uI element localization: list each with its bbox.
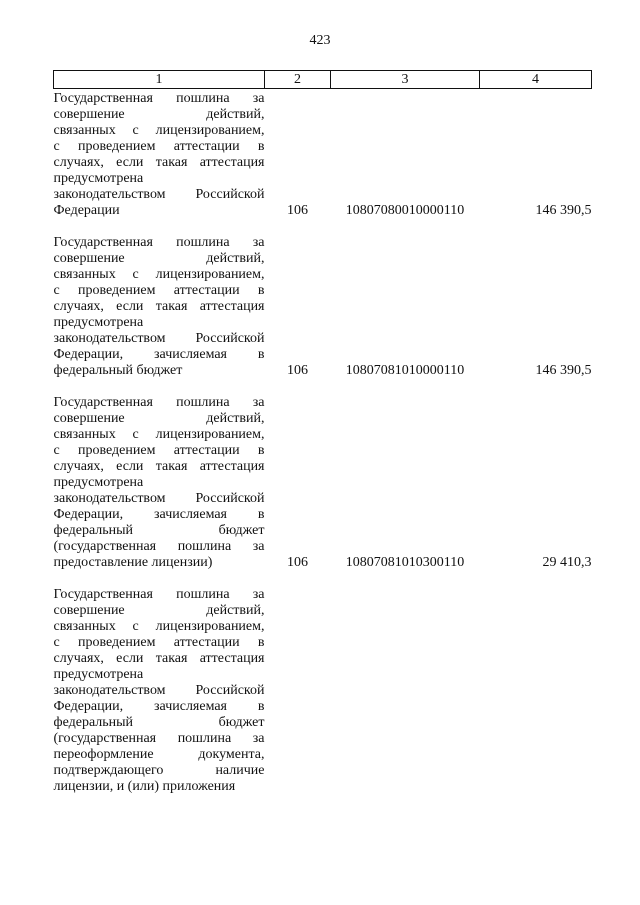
description-line: связанных с лицензированием, [53, 427, 265, 442]
table-row [54, 89, 592, 236]
page-number: 423 [309, 33, 331, 48]
description-line: законодательством Российской [53, 491, 265, 506]
description-line: Государственная пошлина за [53, 587, 265, 602]
description-line: Государственная пошлина за [53, 235, 265, 250]
description-line: федеральный бюджет [53, 523, 265, 538]
row-description [54, 395, 265, 587]
description-line: Государственная пошлина за [53, 91, 265, 106]
row-admin-code: 106 [287, 203, 308, 218]
description-line: предусмотрена [53, 315, 144, 330]
row-admin-code: 106 [287, 363, 308, 378]
column-header-1: 1 [54, 71, 265, 89]
description-line: Федерации, зачисляемая в [53, 507, 265, 522]
description-line: законодательством Российской [53, 187, 265, 202]
budget-table [53, 70, 592, 795]
description-line: связанных с лицензированием, [53, 619, 265, 634]
table-row [54, 395, 592, 587]
column-header-4: 4 [480, 71, 592, 89]
description-line: предусмотрена [53, 667, 144, 682]
description-line: предусмотрена [53, 475, 144, 490]
description-line: с проведением аттестации в [53, 443, 265, 458]
description-line: предоставление лицензии) [53, 555, 213, 570]
description-line: с проведением аттестации в [53, 635, 265, 650]
row-amount: 29 410,3 [542, 555, 592, 570]
description-line: случаях, если такая аттестация [53, 155, 265, 170]
header-row [54, 71, 592, 89]
row-amount [480, 587, 592, 795]
description-line: совершение действий, [53, 411, 265, 426]
description-line: совершение действий, [53, 603, 265, 618]
description-line: подтверждающего наличие [53, 763, 265, 778]
description-line: (государственная пошлина за [53, 539, 265, 554]
description-line: Федерации, зачисляемая в [53, 347, 265, 362]
row-kbk-code: 10807081010000110 [345, 363, 465, 378]
description-line: (государственная пошлина за [53, 731, 265, 746]
description-line: связанных с лицензированием, [53, 123, 265, 138]
description-line: Государственная пошлина за [53, 395, 265, 410]
description-line: Федерации [53, 203, 120, 218]
description-line: случаях, если такая аттестация [53, 459, 265, 474]
description-line: лицензии, и (или) приложения [53, 779, 236, 794]
description-line: связанных с лицензированием, [53, 267, 265, 282]
row-description [54, 89, 265, 236]
description-line: предусмотрена [53, 171, 144, 186]
row-amount: 146 390,5 [535, 203, 592, 218]
row-kbk-code: 10807081010300110 [345, 555, 465, 570]
column-header-3: 3 [331, 71, 480, 89]
description-line: законодательством Российской [53, 683, 265, 698]
description-line: федеральный бюджет [53, 715, 265, 730]
row-kbk-code: 10807080010000110 [345, 203, 465, 218]
description-line: с проведением аттестации в [53, 139, 265, 154]
column-header-2: 2 [265, 71, 331, 89]
description-line: федеральный бюджет [53, 363, 183, 378]
row-admin-code [265, 587, 331, 795]
description-line: с проведением аттестации в [53, 283, 265, 298]
table-row [54, 587, 592, 795]
description-line: совершение действий, [53, 107, 265, 122]
row-kbk-code [331, 587, 480, 795]
row-admin-code: 106 [287, 555, 308, 570]
description-line: законодательством Российской [53, 331, 265, 346]
row-amount: 146 390,5 [535, 363, 592, 378]
description-line: случаях, если такая аттестация [53, 299, 265, 314]
description-line: Федерации, зачисляемая в [53, 699, 265, 714]
description-line: случаях, если такая аттестация [53, 651, 265, 666]
description-line: совершение действий, [53, 251, 265, 266]
description-line: переоформление документа, [53, 747, 265, 762]
row-description [54, 235, 265, 395]
row-description [54, 587, 265, 795]
table-row [54, 235, 592, 395]
